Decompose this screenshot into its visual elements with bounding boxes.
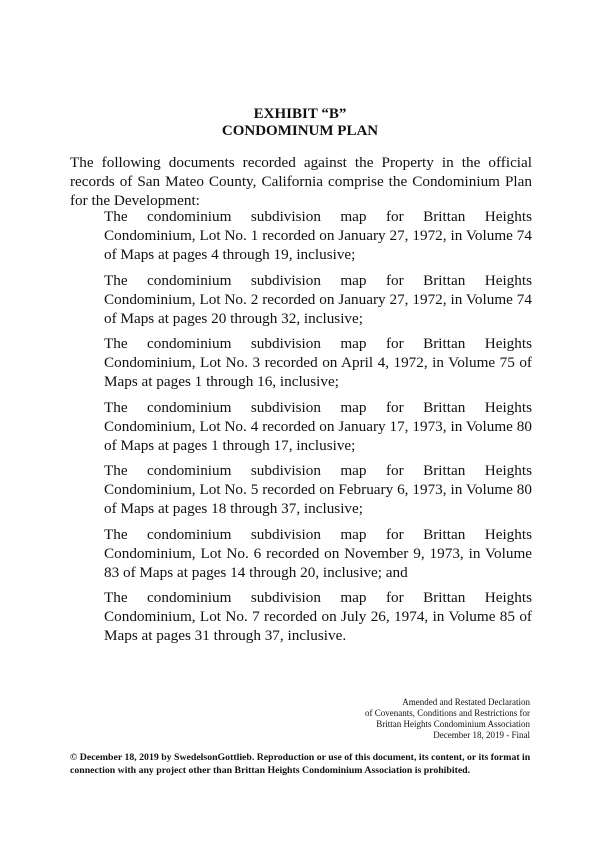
footer-line: Brittan Heights Condominium Association: [376, 719, 530, 729]
list-item: The condominium subdivision map for Brittan Heights Condominium, Lot No. 7 recorded on July 26, 1974, in Volume 85 of Maps at pages 31 through 37, inclusive.: [104, 589, 532, 644]
exhibit-subtitle: CONDOMINUM PLAN: [221, 123, 379, 139]
exhibit-title: EXHIBIT “B”: [253, 106, 347, 122]
footer-line: Amended and Restated Declaration: [402, 697, 530, 707]
footer-line: December 18, 2019 - Final: [433, 730, 530, 740]
footer-line: of Covenants, Conditions and Restrictions for: [365, 708, 530, 718]
list-item: The condominium subdivision map for Brittan Heights Condominium, Lot No. 6 recorded on November 9, 1973, in Volume 83 of Maps at pages 14 through 20, inclusive; and: [104, 525, 532, 581]
intro-paragraph: The following documents recorded against the Property in the official records of San Mateo County, California comprise the Condominium Plan for the Development:: [70, 154, 532, 209]
list-item: The condominium subdivision map for Brittan Heights Condominium, Lot No. 1 recorded on January 27, 1972, in Volume 74 of Maps at pages 4 through 19, inclusive;: [104, 208, 532, 263]
document-footer: [230, 697, 530, 741]
list-item: The condominium subdivision map for Brittan Heights Condominium, Lot No. 5 recorded on February 6, 1973, in Volume 80 of Maps at pages 18 through 37, inclusive;: [104, 462, 532, 517]
copyright-notice: © December 18, 2019 by SwedelsonGottlieb. Reproduction or use of this document, its content, or its format in connection with any project other than Brittan Heights Condominium Association is prohibited.: [70, 752, 531, 776]
list-item: The condominium subdivision map for Brittan Heights Condominium, Lot No. 4 recorded on January 17, 1973, in Volume 80 of Maps at pages 1 through 17, inclusive;: [104, 398, 532, 454]
map-list: [104, 207, 532, 652]
list-item: The condominium subdivision map for Brittan Heights Condominium, Lot No. 3 recorded on April 4, 1972, in Volume 75 of Maps at pages 1 through 16, inclusive;: [104, 335, 532, 390]
list-item: The condominium subdivision map for Brittan Heights Condominium, Lot No. 2 recorded on January 27, 1972, in Volume 74 of Maps at pages 20 through 32, inclusive;: [104, 271, 532, 327]
